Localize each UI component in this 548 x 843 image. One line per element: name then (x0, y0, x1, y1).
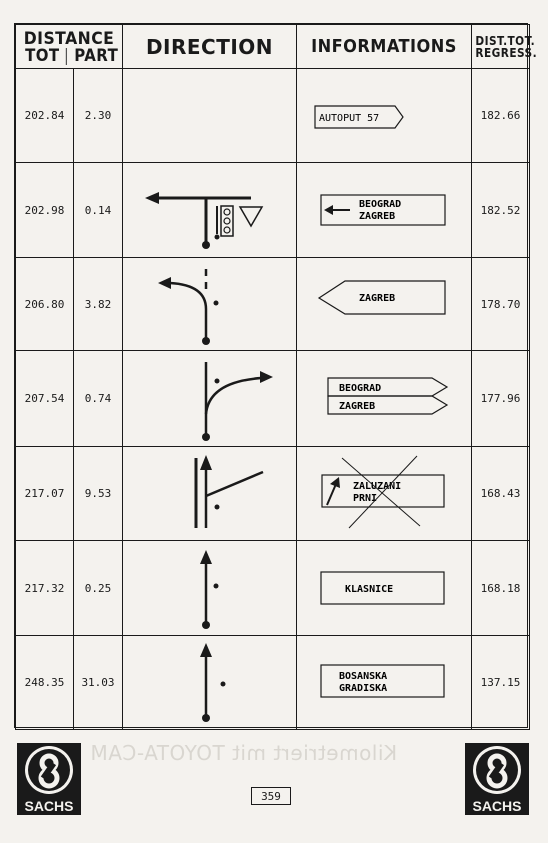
info-cell (297, 447, 472, 541)
beograd-zagreb-arrow-signs (297, 352, 471, 446)
sign-text: ZAGREB (359, 292, 396, 304)
direction-cell (123, 636, 297, 730)
distance-label: DISTANCE (23, 28, 115, 49)
straight-ahead-icon (123, 542, 296, 635)
sachs-logo-icon (16, 742, 82, 816)
regress-cell: 168.43 (472, 447, 530, 541)
regress-cell: 182.66 (472, 69, 530, 163)
sign-text: BOSANSKA (339, 670, 388, 682)
tot-label: TOT (19, 48, 66, 65)
tot-cell: 202.98 (16, 163, 74, 258)
tot-cell: 206.80 (16, 258, 74, 351)
klasnice-sign (297, 542, 471, 635)
bosanska-gradiska-sign (297, 637, 471, 729)
fork-right-icon (123, 352, 296, 446)
table-row (16, 541, 530, 636)
table-row (16, 163, 530, 258)
beograd-zagreb-sign (297, 164, 471, 257)
regress-cell: 178.70 (472, 258, 530, 351)
info-cell (297, 636, 472, 730)
direction-cell (123, 258, 297, 351)
sign-text: BEOGRAD (339, 382, 382, 394)
sign-text: BEOGRAD (359, 198, 402, 210)
zaluzani-prni-crossed-sign (297, 448, 471, 540)
part-cell: 0.74 (74, 351, 123, 447)
direction-cell (123, 69, 297, 163)
tot-cell: 217.07 (16, 447, 74, 541)
sign-text: KLASNICE (345, 583, 394, 595)
regress-header (472, 25, 538, 69)
informations-header (297, 25, 472, 69)
part-cell: 3.82 (74, 258, 123, 351)
zagreb-sign (297, 259, 471, 350)
table-row (16, 258, 530, 351)
regress-cell: 177.96 (472, 351, 530, 447)
distance-header (16, 25, 123, 69)
page-number: 359 (251, 787, 291, 805)
left-turn-traffic-light-icon (123, 164, 296, 257)
part-cell: 31.03 (74, 636, 123, 730)
direction-cell (123, 163, 297, 258)
informations-label: INFORMATIONS (311, 35, 457, 57)
table-row (16, 447, 530, 541)
tot-cell: 202.84 (16, 69, 74, 163)
sign-text: PRNI (353, 492, 378, 504)
straight-with-right-branch-icon (123, 448, 296, 540)
roadbook-table-frame (14, 23, 538, 728)
direction-cell (123, 447, 297, 541)
fork-left-icon (123, 259, 296, 350)
info-cell (297, 69, 472, 163)
sign-text: GRADISKA (339, 682, 388, 694)
sign-text: ZAGREB (359, 210, 396, 222)
autoput-sign (297, 70, 471, 162)
dist-tot-label: DIST.TOT. (475, 33, 536, 48)
table-row (16, 351, 530, 447)
table-row (16, 636, 530, 730)
tot-cell: 207.54 (16, 351, 74, 447)
tot-cell: 217.32 (16, 541, 74, 636)
regress-cell: 168.18 (472, 541, 530, 636)
direction-cell (123, 351, 297, 447)
tot-cell: 248.35 (16, 636, 74, 730)
logo-text: SACHS (24, 798, 74, 814)
straight-ahead-icon (123, 637, 296, 729)
regress-cell: 137.15 (472, 636, 530, 730)
part-cell: 9.53 (74, 447, 123, 541)
sign-text: ZAGREB (339, 400, 376, 412)
info-cell (297, 163, 472, 258)
direction-cell (123, 541, 297, 636)
info-cell (297, 541, 472, 636)
table-row (16, 69, 530, 163)
info-cell (297, 351, 472, 447)
part-cell: 0.25 (74, 541, 123, 636)
header-row (16, 25, 530, 69)
logo-text: SACHS (472, 798, 522, 814)
part-label: PART (73, 45, 118, 66)
part-cell: 0.14 (74, 163, 123, 258)
info-cell (297, 258, 472, 351)
show-through-text: Kilometriert mit TOYOTA-CAM (90, 741, 398, 765)
part-cell: 2.30 (74, 69, 123, 163)
sachs-logo-icon (464, 742, 530, 816)
regress-cell: 182.52 (472, 163, 530, 258)
sign-text: AUTOPUT 57 (319, 112, 380, 124)
regress-label: REGRESS. (475, 45, 538, 60)
roadbook-table (15, 24, 538, 730)
sign-text: ZALUZANI (353, 480, 402, 492)
direction-header: DIRECTION (123, 25, 297, 69)
